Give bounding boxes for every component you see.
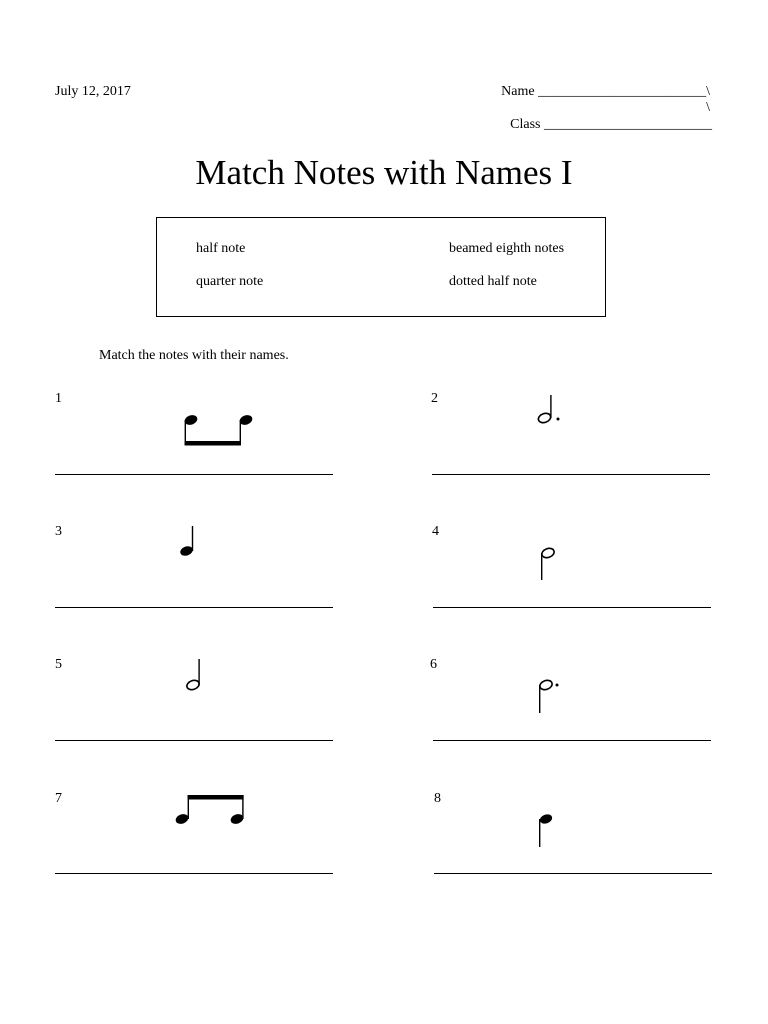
question-number: 2	[431, 391, 438, 406]
instructions-text: Match the notes with their names.	[99, 348, 289, 363]
word-bank-box	[156, 217, 606, 317]
name-field-continuation: \	[706, 100, 710, 115]
beamed-eighth-notes-icon	[176, 408, 256, 453]
question-number: 1	[55, 391, 62, 406]
question-number: 5	[55, 657, 62, 672]
answer-line[interactable]	[55, 607, 333, 608]
worksheet-title: Match Notes with Names I	[195, 153, 573, 192]
answer-line[interactable]	[55, 873, 333, 874]
answer-line[interactable]	[55, 740, 333, 741]
half-note-icon	[183, 657, 213, 693]
dotted-half-note-icon	[534, 393, 574, 433]
class-field-line: Class ________________________	[510, 117, 712, 132]
quarter-note-icon	[178, 524, 208, 560]
answer-line[interactable]	[433, 740, 711, 741]
name-field-line: Name ________________________\	[501, 84, 710, 99]
answer-line[interactable]	[55, 474, 333, 475]
word-bank-item-quarter-note: quarter note	[196, 274, 264, 289]
word-bank-item-half-note: half note	[196, 241, 246, 256]
quarter-note-icon	[530, 810, 560, 852]
question-number: 4	[432, 524, 439, 539]
half-note-icon	[532, 545, 562, 585]
answer-line[interactable]	[434, 873, 712, 874]
dotted-half-note-icon	[531, 677, 571, 719]
question-number: 3	[55, 524, 62, 539]
beamed-eighth-notes-icon	[172, 792, 252, 832]
question-number: 7	[55, 791, 62, 806]
word-bank-item-dotted-half-note: dotted half note	[449, 274, 537, 289]
answer-line[interactable]	[432, 474, 710, 475]
question-number: 6	[430, 657, 437, 672]
worksheet-date: July 12, 2017	[55, 84, 131, 99]
answer-line[interactable]	[433, 607, 711, 608]
question-number: 8	[434, 791, 441, 806]
word-bank-item-beamed-eighth-notes: beamed eighth notes	[449, 241, 565, 256]
